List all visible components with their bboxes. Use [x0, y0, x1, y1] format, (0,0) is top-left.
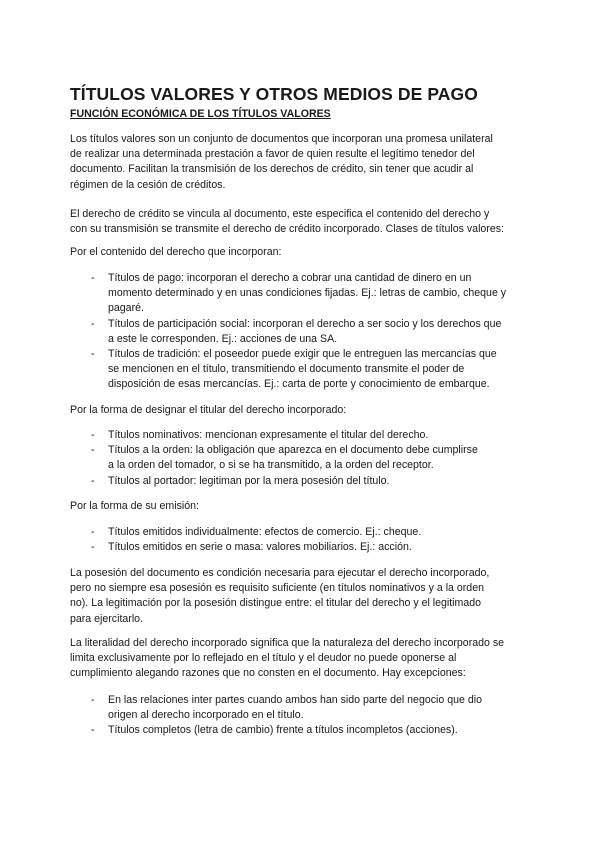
list-content	[70, 271, 540, 393]
list-item	[70, 271, 540, 317]
paragraph	[70, 132, 540, 193]
text-line: pagaré.	[108, 302, 144, 315]
text-line: no). La legitimación por la posesión distingue entre: el titular del derecho y el legitimado	[70, 597, 482, 610]
text-line: para ejercitarlo.	[70, 612, 144, 625]
text-line: - En las relaciones inter partes cuando ambos han sido parte del negocio que dio	[108, 694, 482, 706]
text-line: - Títulos emitidos en serie o masa: valores mobiliarios. Ej.: acción.	[108, 541, 412, 554]
text-line: - Títulos a la orden: la obligación que aparezca en el documento debe cumplirse	[108, 444, 478, 457]
list-item	[70, 347, 540, 393]
list-item	[70, 443, 540, 473]
section-heading: Por la forma de su emisión:	[70, 500, 199, 512]
text-line: régimen de la cesión de créditos.	[70, 178, 226, 191]
text-line: pero no siempre esa posesión es requisito suficiente (en títulos nominativos y a la orden	[70, 582, 484, 595]
list-issue	[70, 525, 540, 555]
paragraph-literality	[70, 636, 540, 682]
text-line: La posesión del documento es condición necesaria para ejecutar el derecho incorporado,	[70, 567, 490, 579]
paragraph-definition	[70, 132, 540, 193]
section-heading-holder	[70, 403, 540, 418]
text-line: - Títulos nominativos: mencionan expresamente el titular del derecho.	[108, 429, 429, 441]
list-item	[70, 428, 540, 443]
paragraph	[70, 207, 540, 237]
list-item	[70, 723, 540, 738]
text-line: a este le corresponden. Ej.: acciones de una SA.	[108, 332, 338, 345]
text-line: cumplimiento alegando razones que no consten en el documento. Hay excepciones:	[70, 667, 466, 680]
text-line: documento. Facilitan la transmisión de los derechos de crédito, sin tener que acudir al	[70, 163, 474, 176]
text-line: de realizar una determinada prestación a favor de quien resulte el legítimo tenedor del	[70, 148, 475, 161]
text-line: - Títulos de tradición: el poseedor puede exigir que le entreguen las mercancías que	[108, 348, 497, 361]
text-line: momento determinado y en unas condiciones fijadas. Ej.: letras de cambio, cheque y	[108, 287, 507, 300]
text-line: - Títulos emitidos individualmente: efectos de comercio. Ej.: cheque.	[108, 526, 422, 538]
paragraph	[70, 566, 540, 627]
list-exceptions	[70, 693, 540, 739]
list-item	[70, 317, 540, 347]
list-item	[70, 525, 540, 540]
text-line: origen al derecho incorporado en el título.	[108, 709, 304, 722]
section-heading-issue	[70, 499, 540, 514]
text-line: se mencionen en el título, transmitiendo el documento transmite el poder de	[108, 363, 465, 376]
paragraph-possession	[70, 566, 540, 627]
text-line: - Títulos de participación social: incorporan el derecho a ser socio y los derechos que	[108, 317, 502, 330]
dash-list	[70, 271, 540, 393]
dash-list	[70, 428, 540, 489]
section-heading: Por la forma de designar el titular del derecho incorporado:	[70, 404, 347, 416]
text-line: El derecho de crédito se vincula al documento, este especifica el contenido del derecho y	[70, 208, 490, 220]
list-item	[70, 693, 540, 723]
dash-list	[70, 525, 540, 555]
section-heading: Por el contenido del derecho que incorporan:	[70, 246, 282, 258]
dash-list	[70, 693, 540, 739]
text-line: con su transmisión se transmite el derecho de crédito incorporado. Clases de títulos valores:	[70, 223, 504, 236]
section-subtitle: FUNCIÓN ECONÓMICA DE LOS TÍTULOS VALORES	[70, 108, 331, 120]
text-line: a la orden del tomador, o si se ha transmitido, a la orden del receptor.	[108, 459, 434, 472]
text-line: - Títulos completos (letra de cambio) frente a títulos incompletos (acciones).	[108, 724, 458, 737]
page-title: TÍTULOS VALORES Y OTROS MEDIOS DE PAGO	[70, 84, 478, 104]
text-line: - Títulos de pago: incorporan el derecho a cobrar una cantidad de dinero en un	[108, 272, 472, 284]
section-heading-content	[70, 245, 540, 260]
paragraph-credit-right	[70, 207, 540, 237]
list-item	[70, 474, 540, 489]
text-line: disposición de esas mercancías. Ej.: carta de porte y conocimiento de embarque.	[108, 378, 490, 391]
text-line: La literalidad del derecho incorporado significa que la naturaleza del derecho incorporado se	[70, 637, 505, 649]
paragraph	[70, 636, 540, 682]
list-holder	[70, 428, 540, 489]
list-item	[70, 540, 540, 555]
text-line: Los títulos valores son un conjunto de documentos que incorporan una promesa unilateral	[70, 133, 493, 145]
text-line: - Títulos al portador: legitiman por la mera posesión del título.	[108, 474, 390, 487]
text-line: limita exclusivamente por lo reflejado en el título y el deudor no puede oponerse al	[70, 652, 457, 665]
